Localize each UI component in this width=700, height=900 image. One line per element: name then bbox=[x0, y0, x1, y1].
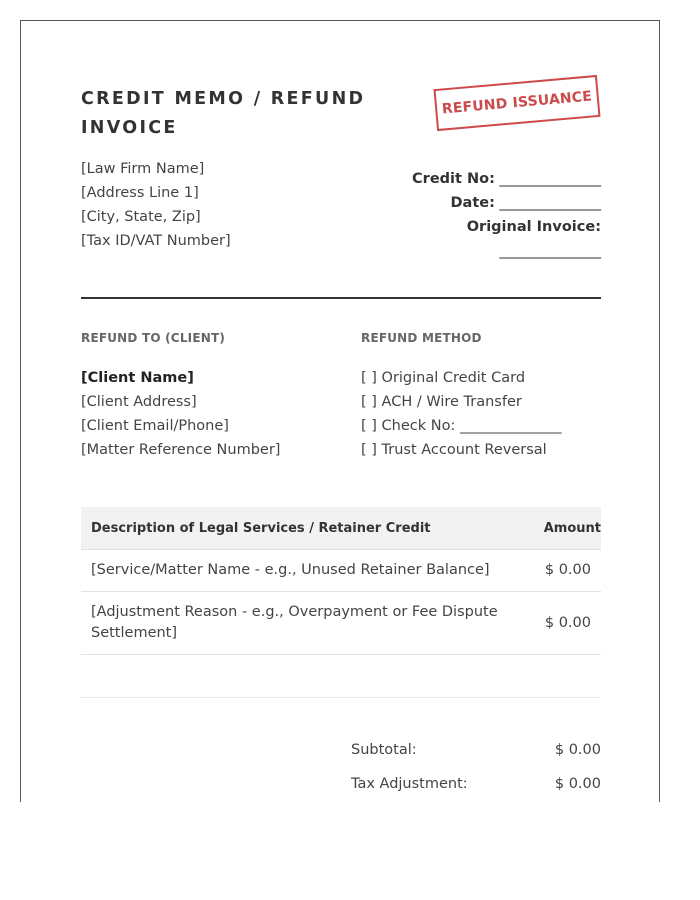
line-items-table bbox=[81, 507, 601, 698]
memo-meta bbox=[351, 167, 601, 263]
client-contact: [Client Email/Phone] bbox=[81, 418, 229, 434]
client-address: [Client Address] bbox=[81, 394, 197, 410]
method-option-ach-wire[interactable]: [ ] ACH / Wire Transfer bbox=[361, 394, 522, 410]
original-invoice-label: Original Invoice: bbox=[466, 219, 601, 235]
firm-info bbox=[81, 157, 231, 253]
date-row bbox=[351, 191, 601, 215]
subtotal-label: Subtotal: bbox=[351, 742, 417, 758]
stamp-text: REFUND ISSUANCE bbox=[441, 88, 593, 118]
original-invoice-field[interactable]: ______________ bbox=[499, 243, 601, 259]
totals-section bbox=[351, 733, 601, 801]
description-column-header: Description of Legal Services / Retainer Credit bbox=[81, 507, 543, 550]
amount-column-header: Amount bbox=[543, 507, 601, 550]
table-row bbox=[81, 550, 601, 592]
refund-to-heading: REFUND TO (CLIENT) bbox=[81, 331, 226, 345]
matter-reference: [Matter Reference Number] bbox=[81, 442, 281, 458]
refund-issuance-stamp bbox=[433, 75, 600, 131]
subtotal-value: $ 0.00 bbox=[554, 742, 601, 758]
empty-cell bbox=[81, 655, 543, 698]
subtotal-row bbox=[351, 733, 601, 767]
line-item-description: [Adjustment Reason - e.g., Overpayment or Fee Dispute Settlement] bbox=[81, 592, 543, 655]
firm-address-line-1: [Address Line 1] bbox=[81, 185, 199, 201]
firm-city-state-zip: [City, State, Zip] bbox=[81, 209, 201, 225]
method-option-check[interactable]: [ ] Check No: ______________ bbox=[361, 418, 562, 434]
credit-no-row bbox=[351, 167, 601, 191]
line-item-amount: $ 0.00 bbox=[543, 592, 601, 655]
tax-adjustment-value: $ 0.00 bbox=[554, 776, 601, 792]
line-item-description: [Service/Matter Name - e.g., Unused Retainer Balance] bbox=[81, 550, 543, 592]
credit-memo-page bbox=[20, 20, 660, 802]
method-option-credit-card[interactable]: [ ] Original Credit Card bbox=[361, 370, 526, 386]
credit-no-label: Credit No: bbox=[412, 171, 495, 187]
line-item-amount: $ 0.00 bbox=[543, 550, 601, 592]
method-option-trust-reversal[interactable]: [ ] Trust Account Reversal bbox=[361, 442, 547, 458]
original-invoice-field-row bbox=[351, 239, 601, 263]
tax-adjustment-row bbox=[351, 767, 601, 801]
table-header-row bbox=[81, 507, 601, 550]
date-field[interactable]: ______________ bbox=[499, 195, 601, 211]
original-invoice-row bbox=[351, 215, 601, 239]
date-label: Date: bbox=[450, 195, 495, 211]
table-row-empty bbox=[81, 655, 601, 698]
header-divider bbox=[81, 297, 601, 299]
firm-tax-id: [Tax ID/VAT Number] bbox=[81, 233, 231, 249]
empty-cell bbox=[543, 655, 601, 698]
refund-method-heading: REFUND METHOD bbox=[361, 331, 482, 345]
credit-no-field[interactable]: ______________ bbox=[499, 171, 601, 187]
refund-method-options bbox=[361, 366, 561, 462]
document-title: CREDIT MEMO / REFUND INVOICE bbox=[81, 89, 366, 138]
firm-name: [Law Firm Name] bbox=[81, 161, 205, 177]
refund-to-client bbox=[81, 366, 280, 462]
tax-adjustment-label: Tax Adjustment: bbox=[351, 776, 468, 792]
table-row bbox=[81, 592, 601, 655]
client-name: [Client Name] bbox=[81, 370, 194, 386]
